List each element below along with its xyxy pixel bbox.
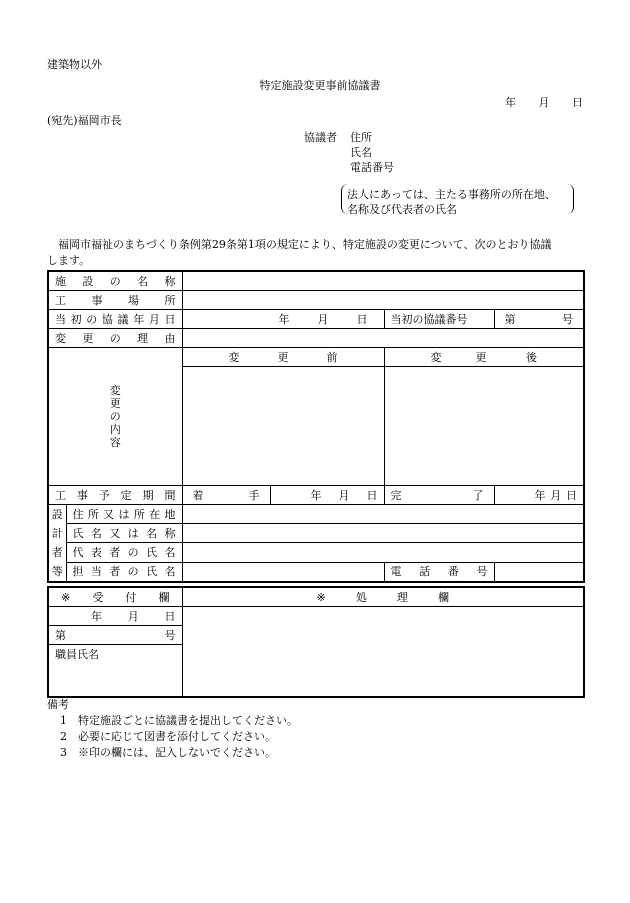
label-char: 名 [164,546,176,560]
label-char: 者 [109,565,121,579]
label-char: 当 [90,565,102,579]
header-date [505,94,583,110]
original-date-year: 年 [278,312,290,326]
label-char: ※ [316,590,326,604]
before-content-field[interactable] [182,367,384,486]
applicant-name-label: 氏名 [350,146,372,159]
designer-group-char-1: 設 [51,508,63,521]
start-char-2: 手 [248,488,260,502]
row-designer-address [48,505,584,524]
label-char: 所 [87,507,99,521]
finish-char-2: 了 [472,488,484,502]
content-label-char-3: の [109,410,121,423]
label-char: 番 [447,565,459,579]
content-label [48,348,182,486]
remarks [47,697,298,761]
label-char: 氏 [72,526,84,540]
label-char: 事 [91,293,103,307]
label-char: 氏 [146,565,158,579]
label-char: 更 [475,350,487,364]
label-char: 議 [117,312,129,326]
label-char: 所 [133,507,145,521]
row-reception-date [48,607,584,626]
row-designer-rep [48,543,584,562]
remark-item-1: 1 特定施設ごとに協議書を提出してください。 [60,714,298,727]
label-char: 処 [355,590,367,604]
reason-label [48,329,182,348]
label-char: 年 [133,312,145,326]
label-char: の [127,546,139,560]
label-char: 話 [419,565,431,579]
label-char: 施 [55,274,66,288]
label-char: 間 [164,488,176,502]
label-char: 名 [146,526,158,540]
change-consultation-table [47,270,585,583]
designer-name-label [66,524,182,543]
form-category: 建築物以外 [47,58,102,71]
designer-person-field[interactable] [182,562,384,582]
start-month: 月 [338,488,350,502]
label-char: 者 [109,546,121,560]
finish-char-1: 完 [390,488,402,502]
label-char: 名 [90,526,102,540]
designer-rep-field[interactable] [182,543,584,562]
row-schedule [48,486,584,505]
label-char: 理 [396,590,408,604]
row-original-consultation [48,310,584,329]
label-char: 工 [55,488,66,502]
office-use-table [47,586,585,698]
label-char: 欄 [438,590,449,604]
label-char: 変 [430,350,442,364]
row-reason [48,329,584,348]
label-char: 電 [390,565,402,579]
processing-field[interactable] [182,607,584,698]
label-char: 日 [164,312,176,326]
label-char: 在 [149,507,161,521]
label-char: の [86,312,98,326]
original-date-label [48,310,182,329]
reception-date-field[interactable] [48,607,182,626]
finish-month: 月 [550,488,562,502]
remarks-heading: 備考 [47,698,69,711]
label-char: 受 [92,590,104,604]
label-char: 月 [148,312,160,326]
original-number-label: 当初の協議番号 [384,310,494,329]
addressee: (宛先)福岡市長 [47,114,122,127]
label-char: 名 [137,274,149,288]
finish-day: 日 [566,488,577,502]
designer-group-char-3: 者 [51,546,63,559]
label-char: 又 [109,526,121,540]
reception-number-suffix: 号 [164,628,176,642]
label-char: 欄 [158,590,170,604]
original-date-day: 日 [356,312,368,326]
label-char: 号 [476,565,488,579]
label-char: は [127,526,139,540]
original-date-month: 月 [317,312,329,326]
label-char: 更 [82,331,94,345]
label-char: 期 [142,488,154,502]
facility-name-field[interactable] [182,271,584,291]
content-label-char-5: 容 [109,436,121,449]
label-char: 又 [103,507,115,521]
content-label-char-2: 更 [109,397,121,410]
designer-phone-field[interactable] [494,562,584,582]
label-char: の [127,565,139,579]
reception-year: 年 [91,609,102,623]
label-char: 更 [277,350,289,364]
reception-number-field[interactable] [48,626,182,645]
start-date-field[interactable] [270,486,384,505]
designer-phone-label [384,562,494,582]
start-char-1: 着 [192,488,204,502]
remark-item-2: 2 必要に応じて図書を添付してください。 [60,730,276,743]
designer-group-char-4: 等 [51,565,63,578]
label-char: 付 [125,590,137,604]
label-char: は [118,507,130,521]
designer-group-char-2: 計 [51,527,63,540]
corporate-note-line1: 法人にあっては、主たる事務所の所在地、 [347,188,556,201]
label-char: の [109,331,121,345]
original-number-prefix: 第 [504,312,516,326]
designer-address-label [66,505,182,524]
label-char: 担 [72,565,84,579]
corporate-note-line2: 名称及び代表者の氏名 [347,203,457,216]
finish-date-field[interactable] [494,486,584,505]
label-char: ※ [61,590,71,604]
label-char: 変 [55,331,66,345]
label-char: の [109,274,121,288]
facility-name-label [48,271,182,291]
start-label [182,486,270,505]
finish-year: 年 [534,488,546,502]
label-char: 協 [101,312,113,326]
label-char: 代 [72,546,84,560]
label-char: 初 [70,312,82,326]
schedule-label [48,486,182,505]
label-char: 工 [55,293,66,307]
staff-name-label: 職員氏名 [55,648,99,661]
row-content-header [48,348,584,367]
before-header [182,348,384,367]
intro-line2: します。 [47,254,91,267]
label-char: 由 [164,331,176,345]
row-designer-name [48,524,584,543]
label-char: 定 [120,488,132,502]
label-char: 称 [164,274,176,288]
label-char: 称 [164,526,176,540]
designer-name-field[interactable] [182,524,584,543]
content-label-char-1: 変 [109,384,121,397]
start-day: 日 [366,488,378,502]
date-month: 月 [538,96,550,109]
designer-rep-label [66,543,182,562]
row-office-header [48,587,584,607]
label-char: 前 [326,350,338,364]
label-char: 事 [76,488,88,502]
label-char: 名 [164,565,176,579]
staff-name-field[interactable] [48,645,182,698]
after-content-field[interactable] [384,367,584,486]
applicant-phone-label: 電話番号 [350,161,394,174]
label-char: 所 [164,293,176,307]
label-char: 変 [228,350,240,364]
intro-line1: 福岡市福祉のまちづくり条例第29条第1項の規定により、特定施設の変更について、次のとおり協議 [58,238,552,251]
designer-group-label [48,505,66,583]
row-designer-person [48,562,584,582]
reception-header [48,587,182,607]
label-char: 表 [90,546,102,560]
original-number-field[interactable] [494,310,584,329]
applicant-address-label: 住所 [350,131,372,144]
date-day: 日 [572,96,583,109]
date-year: 年 [505,96,516,109]
processing-header [182,587,584,607]
reception-number-prefix: 第 [55,628,66,642]
page-title: 特定施設変更事前協議書 [259,79,381,92]
label-char: 設 [82,274,94,288]
designer-address-field[interactable] [182,505,584,524]
start-year: 年 [310,488,322,502]
after-header-last: 後 [526,350,537,364]
designer-person-label [66,562,182,582]
applicant-label: 協議者 [304,131,337,144]
original-number-suffix: 号 [562,312,573,326]
original-date-field[interactable] [182,310,384,329]
reason-field[interactable] [182,329,584,348]
finish-label [384,486,494,505]
work-site-field[interactable] [182,291,584,310]
after-header [384,348,584,367]
label-char: 地 [164,507,176,521]
work-site-label [48,291,182,310]
label-char: 住 [72,507,84,521]
label-char: 当 [55,312,66,326]
remark-item-3: 3 ※印の欄には、記入しないでください。 [60,746,276,759]
label-char: 場 [128,293,139,307]
content-label-char-4: 内 [109,423,121,436]
row-work-site [48,291,584,310]
reception-day: 日 [164,609,176,623]
row-facility-name [48,271,584,291]
label-char: 理 [137,331,149,345]
reception-month: 月 [127,609,139,623]
label-char: 氏 [146,546,158,560]
label-char: 予 [98,488,110,502]
